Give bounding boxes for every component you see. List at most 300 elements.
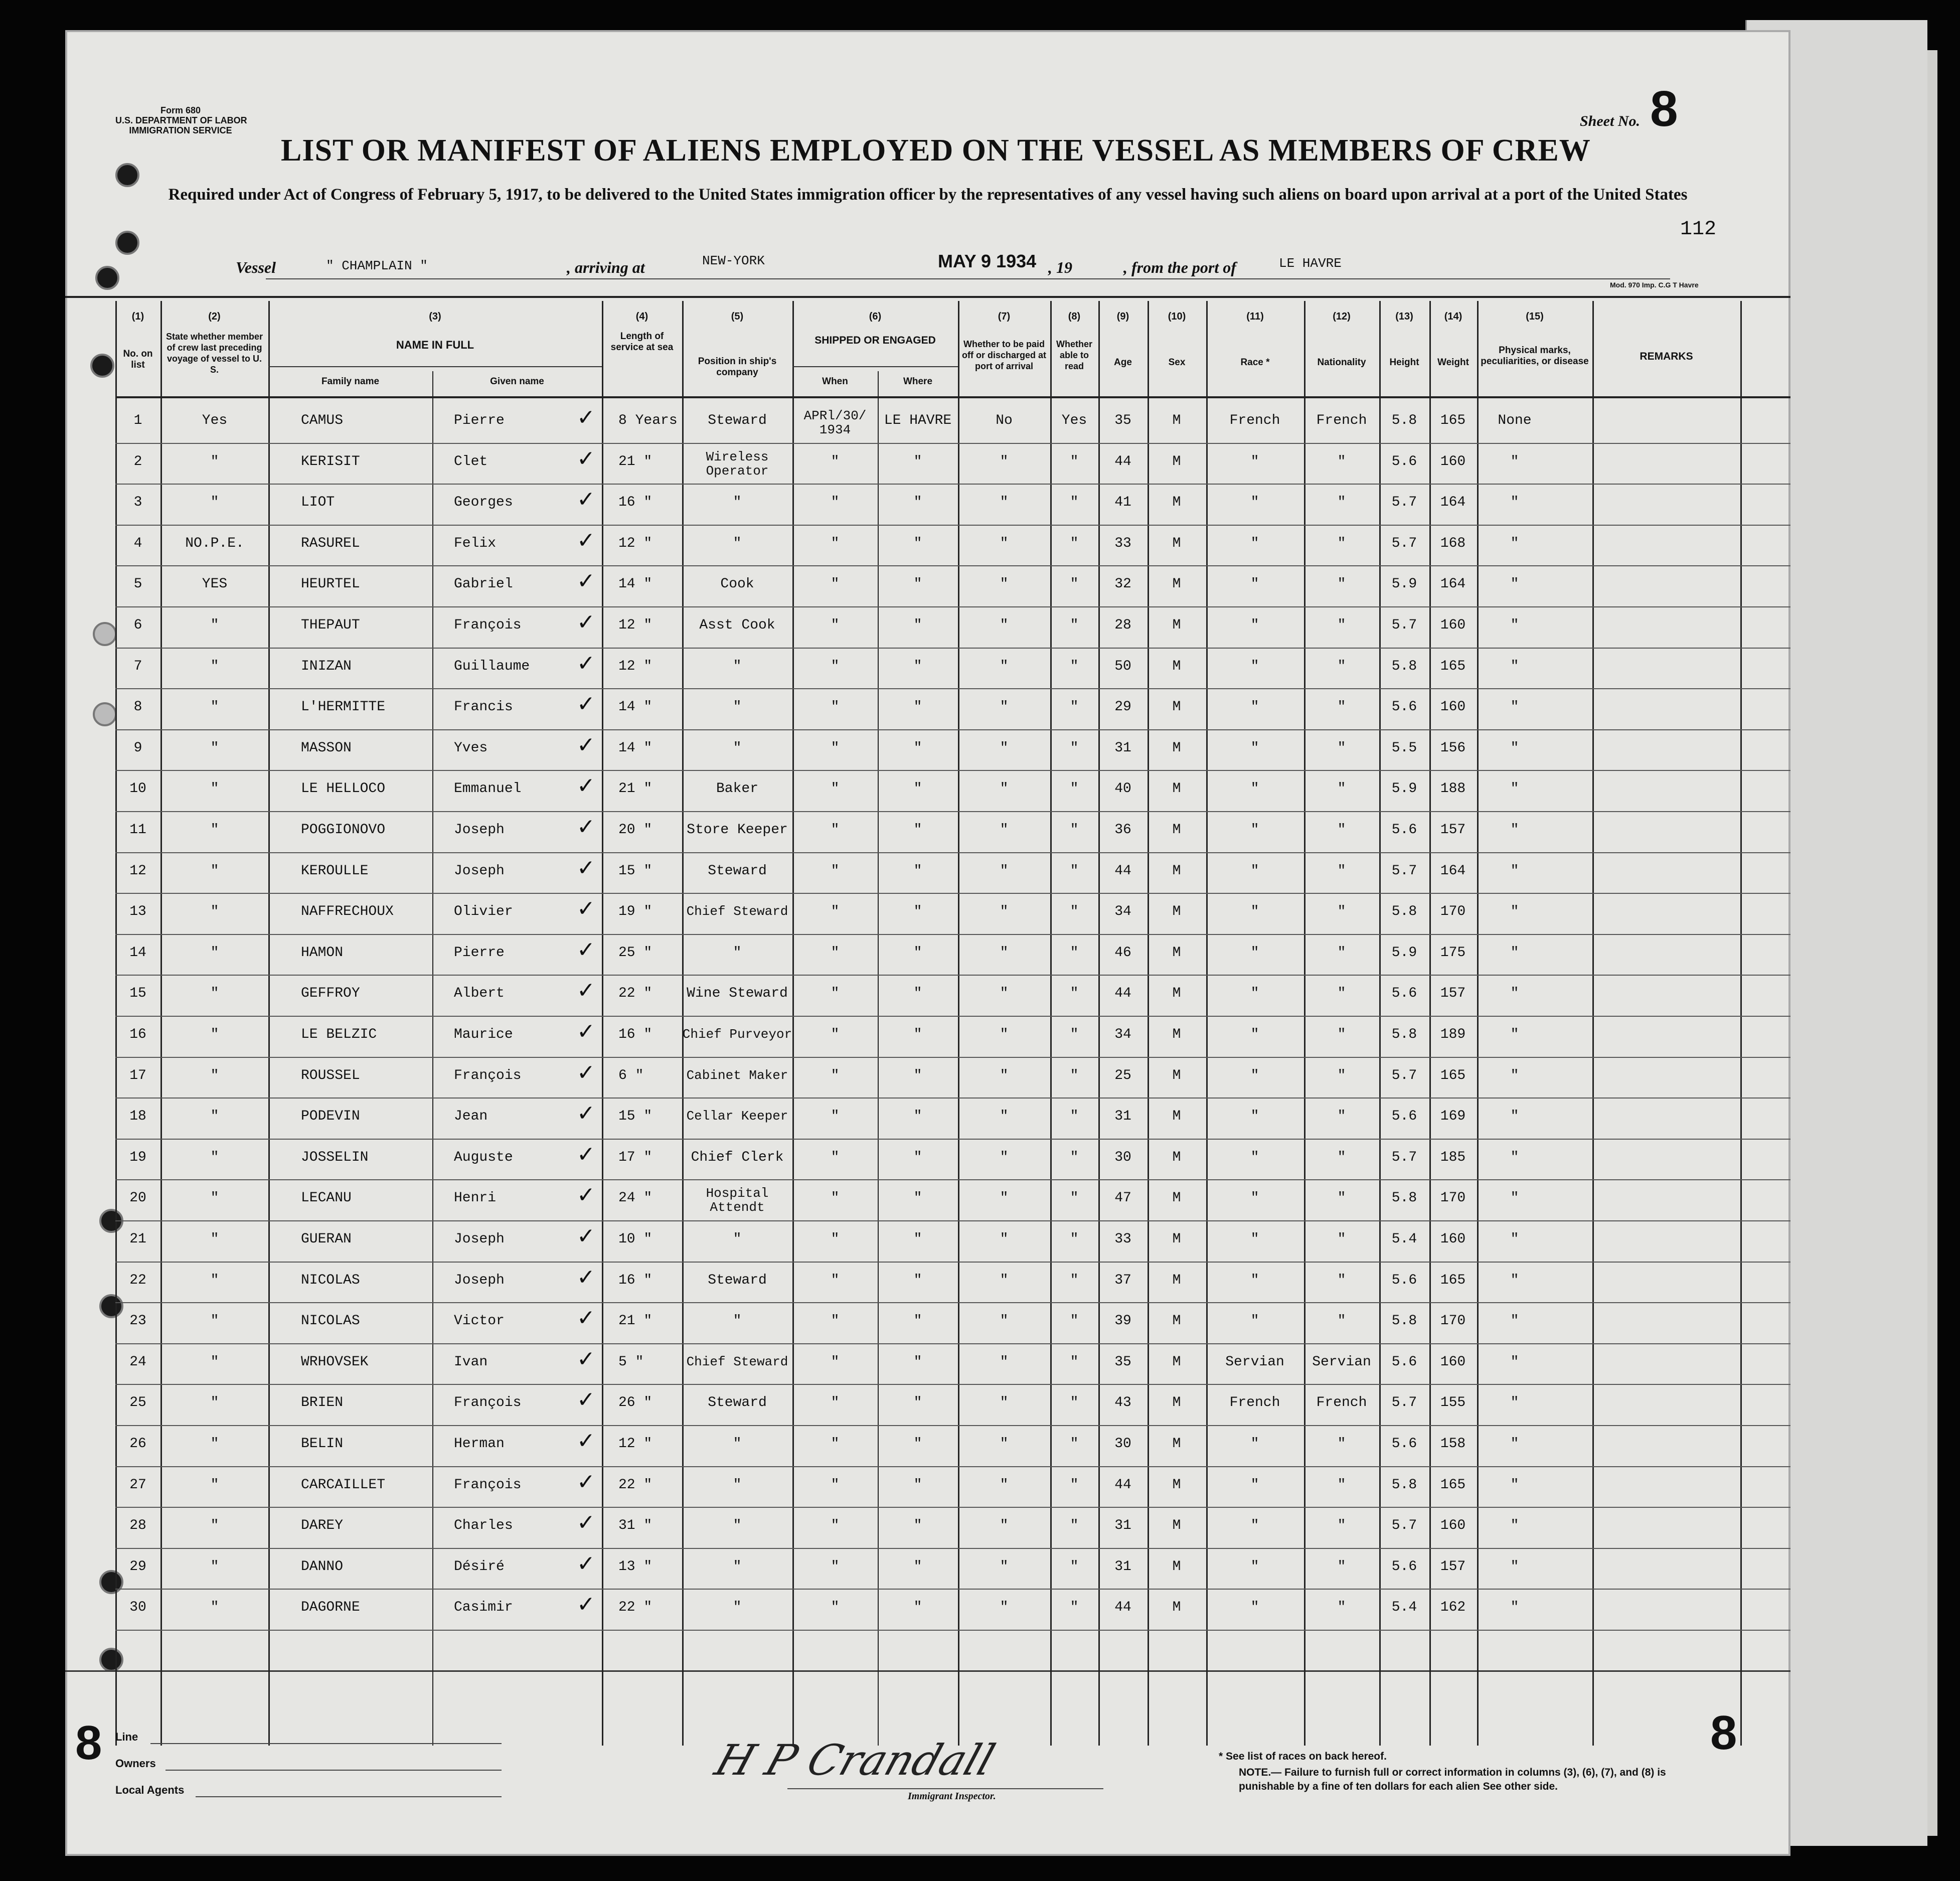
cell-nationality: ": [1337, 1313, 1346, 1329]
cell-marks: ": [1510, 1600, 1519, 1616]
col-num-11: (11): [1246, 311, 1264, 322]
cell-where: ": [913, 904, 922, 920]
cell-age: 44: [1114, 863, 1131, 879]
row-divider: [115, 1589, 1790, 1590]
cell-nationality: ": [1337, 1027, 1346, 1042]
cell-when: ": [831, 576, 840, 592]
col-header-name: NAME IN FULL: [396, 339, 474, 351]
cell-read: ": [1070, 781, 1079, 797]
cell-nationality: ": [1337, 904, 1346, 920]
punch-hole: [93, 702, 117, 726]
cell-no: 2: [133, 453, 142, 469]
col-header-race: Race *: [1240, 357, 1270, 368]
col-line: [432, 371, 433, 1746]
row-divider: [115, 1139, 1790, 1140]
cell-weight: 165: [1440, 1272, 1466, 1288]
check-mark: ✓: [577, 1592, 595, 1618]
cell-nationality: ": [1337, 535, 1346, 551]
cell-race: ": [1250, 945, 1259, 961]
cell-when: ": [831, 1354, 840, 1370]
cell-service: 15 ": [618, 1109, 652, 1125]
col-line: [878, 371, 879, 1746]
cell-read: ": [1070, 617, 1079, 633]
cell-sex: M: [1172, 1190, 1181, 1206]
cell-voyage: ": [210, 1395, 219, 1411]
check-mark: ✓: [577, 1223, 595, 1249]
cell-when: ": [831, 1190, 840, 1206]
punch-hole: [115, 231, 139, 255]
cell-read: ": [1070, 1149, 1079, 1165]
cell-family: CAMUS: [301, 413, 344, 428]
cell-height: 5.7: [1391, 863, 1417, 879]
cell-weight: 160: [1440, 1231, 1466, 1247]
cell-nationality: ": [1337, 495, 1346, 511]
cell-weight: 165: [1440, 658, 1466, 674]
punch-hole: [93, 622, 117, 646]
cell-age: 44: [1114, 1600, 1131, 1616]
cell-voyage: ": [210, 822, 219, 838]
cell-where: ": [913, 1109, 922, 1125]
vessel-underline: [266, 278, 1670, 279]
cell-age: 47: [1114, 1190, 1131, 1206]
cell-height: 5.7: [1391, 1395, 1417, 1411]
cell-given: Herman: [454, 1436, 505, 1452]
cell-family: KERISIT: [301, 453, 360, 469]
row-divider: [115, 648, 1790, 649]
cell-paid: ": [1000, 1231, 1009, 1247]
cell-age: 31: [1114, 1518, 1131, 1534]
col-header-where: Where: [903, 376, 933, 387]
cell-sex: M: [1172, 1313, 1181, 1329]
cell-age: 31: [1114, 1109, 1131, 1125]
cell-marks: ": [1510, 1067, 1519, 1083]
arrival-date: MAY 9 1934: [938, 251, 1037, 271]
cell-marks: ": [1510, 945, 1519, 961]
cell-no: 17: [129, 1067, 146, 1083]
cell-given: Francis: [454, 699, 513, 715]
cell-where: ": [913, 576, 922, 592]
cell-height: 5.5: [1391, 740, 1417, 756]
cell-no: 15: [129, 986, 146, 1002]
cell-nationality: ": [1337, 945, 1346, 961]
cell-race: ": [1250, 822, 1259, 838]
row-divider: [115, 1343, 1790, 1344]
cell-voyage: ": [210, 904, 219, 920]
cell-nationality: ": [1337, 1109, 1346, 1125]
cell-voyage: ": [210, 495, 219, 511]
cell-weight: 188: [1440, 781, 1466, 797]
cell-given: Pierre: [454, 413, 505, 428]
cell-read: ": [1070, 1109, 1079, 1125]
cell-paid: ": [1000, 1600, 1009, 1616]
row-divider: [115, 729, 1790, 730]
cell-sex: M: [1172, 576, 1181, 592]
cell-age: 33: [1114, 1231, 1131, 1247]
row-divider: [115, 1098, 1790, 1099]
stamp-number: 112: [1680, 218, 1717, 241]
cell-weight: 160: [1440, 617, 1466, 633]
cell-when: ": [831, 1067, 840, 1083]
cell-when: ": [831, 453, 840, 469]
cell-position: Chief Purveyor: [682, 1027, 792, 1042]
cell-when: ": [831, 986, 840, 1002]
vessel-label: Vessel: [236, 258, 276, 276]
row-divider: [115, 1466, 1790, 1467]
cell-no: 7: [133, 658, 142, 674]
cell-read: ": [1070, 822, 1079, 838]
row-divider: [115, 934, 1790, 935]
cell-age: 37: [1114, 1272, 1131, 1288]
cell-service: 10 ": [618, 1231, 652, 1247]
cell-position: ": [733, 1600, 742, 1616]
cell-no: 6: [133, 617, 142, 633]
cell-nationality: French: [1316, 413, 1367, 428]
cell-nationality: ": [1337, 1518, 1346, 1534]
cell-sex: M: [1172, 1027, 1181, 1042]
cell-nationality: ": [1337, 1149, 1346, 1165]
cell-service: 12 ": [618, 658, 652, 674]
header-bottom-line: [115, 396, 1790, 398]
col-header-when: When: [822, 376, 848, 387]
cell-no: 23: [129, 1313, 146, 1329]
cell-paid: ": [1000, 1149, 1009, 1165]
cell-when: ": [831, 1027, 840, 1042]
cell-height: 5.6: [1391, 822, 1417, 838]
cell-given: Pierre: [454, 945, 505, 961]
cell-family: NICOLAS: [301, 1272, 360, 1288]
sheet-number-left: 8: [75, 1716, 102, 1770]
cell-family: DANNO: [301, 1558, 344, 1575]
check-mark: ✓: [577, 1387, 595, 1413]
cell-voyage: Yes: [202, 413, 228, 428]
cell-paid: ": [1000, 1436, 1009, 1452]
cell-marks: ": [1510, 1436, 1519, 1452]
cell-service: 12 ": [618, 535, 652, 551]
cell-family: THEPAUT: [301, 617, 360, 633]
check-mark: ✓: [577, 568, 595, 594]
row-divider: [115, 1179, 1790, 1180]
cell-where: ": [913, 658, 922, 674]
cell-family: LECANU: [301, 1190, 352, 1206]
cell-given: Henri: [454, 1190, 497, 1206]
cell-given: Felix: [454, 535, 497, 551]
check-mark: ✓: [577, 773, 595, 799]
cell-given: François: [454, 1395, 522, 1411]
cell-weight: 156: [1440, 740, 1466, 756]
cell-weight: 185: [1440, 1149, 1466, 1165]
check-mark: ✓: [577, 1019, 595, 1044]
col-line: [1050, 301, 1052, 1746]
cell-service: 19 ": [618, 904, 652, 920]
cell-race: ": [1250, 658, 1259, 674]
cell-race: ": [1250, 1027, 1259, 1042]
cell-nationality: ": [1337, 576, 1346, 592]
cell-read: ": [1070, 576, 1079, 592]
punch-hole: [99, 1648, 123, 1672]
cell-service: 20 ": [618, 822, 652, 838]
cell-given: Olivier: [454, 904, 513, 920]
cell-height: 5.6: [1391, 699, 1417, 715]
cell-read: ": [1070, 1190, 1079, 1206]
check-mark: ✓: [577, 691, 595, 717]
cell-height: 5.6: [1391, 986, 1417, 1002]
cell-where: ": [913, 699, 922, 715]
col-line: [1429, 301, 1431, 1746]
cell-voyage: ": [210, 781, 219, 797]
cell-service: 31 ": [618, 1518, 652, 1534]
cell-service: 6 ": [618, 1067, 644, 1083]
cell-service: 12 ": [618, 1436, 652, 1452]
col-line: [1379, 301, 1381, 1746]
cell-race: ": [1250, 1600, 1259, 1616]
cell-age: 46: [1114, 945, 1131, 961]
cell-height: 5.6: [1391, 453, 1417, 469]
punch-hole: [90, 354, 114, 378]
owners-label: Owners: [115, 1757, 156, 1770]
cell-where: ": [913, 535, 922, 551]
page-title: LIST OR MANIFEST OF ALIENS EMPLOYED ON THE VESSEL AS MEMBERS OF CREW: [281, 133, 1591, 168]
cell-given: Albert: [454, 986, 505, 1002]
cell-service: 14 ": [618, 576, 652, 592]
cell-weight: 170: [1440, 1313, 1466, 1329]
cell-sex: M: [1172, 904, 1181, 920]
cell-where: ": [913, 617, 922, 633]
col-line: [1206, 301, 1208, 1746]
cell-when: ": [831, 699, 840, 715]
cell-where: ": [913, 1190, 922, 1206]
cell-where: ": [913, 1558, 922, 1575]
cell-weight: 164: [1440, 576, 1466, 592]
cell-weight: 165: [1440, 1477, 1466, 1493]
cell-height: 5.8: [1391, 413, 1417, 428]
cell-when: ": [831, 863, 840, 879]
cell-where: ": [913, 1231, 922, 1247]
arriving-label: , arriving at: [567, 258, 645, 276]
cell-family: JOSSELIN: [301, 1149, 369, 1165]
cell-voyage: ": [210, 1518, 219, 1534]
cell-no: 13: [129, 904, 146, 920]
subtitle: Required under Act of Congress of February 5, 1917, to be delivered to the United States immigration officer by the representatives of any vessel having such aliens on board upon arrival at a port of the United States: [168, 186, 1688, 204]
table-top-border: [65, 296, 1790, 298]
cell-read: ": [1070, 1395, 1079, 1411]
cell-marks: ": [1510, 617, 1519, 633]
cell-when: APRl/30/ 1934: [803, 408, 867, 437]
cell-race: ": [1250, 1190, 1259, 1206]
cell-nationality: Servian: [1312, 1354, 1371, 1370]
col-header-paid-off: Whether to be paid off or discharged at port of arrival: [961, 339, 1047, 371]
cell-voyage: NO.P.E.: [185, 535, 244, 551]
cell-age: 44: [1114, 986, 1131, 1002]
cell-service: 16 ": [618, 1272, 652, 1288]
row-divider: [115, 852, 1790, 853]
cell-service: 16 ": [618, 495, 652, 511]
cell-where: ": [913, 1518, 922, 1534]
col-num-4: (4): [635, 311, 648, 322]
col-header-no: No. on list: [123, 349, 153, 370]
cell-sex: M: [1172, 1477, 1181, 1493]
cell-read: ": [1070, 986, 1079, 1002]
cell-service: 13 ": [618, 1558, 652, 1575]
cell-no: 3: [133, 495, 142, 511]
cell-race: ": [1250, 495, 1259, 511]
cell-race: ": [1250, 1231, 1259, 1247]
cell-position: ": [733, 1477, 742, 1493]
cell-position: Store Keeper: [687, 822, 788, 838]
cell-read: ": [1070, 453, 1079, 469]
cell-age: 35: [1114, 1354, 1131, 1370]
cell-nationality: ": [1337, 617, 1346, 633]
cell-given: Yves: [454, 740, 488, 756]
cell-voyage: ": [210, 1558, 219, 1575]
cell-age: 41: [1114, 495, 1131, 511]
cell-race: ": [1250, 617, 1259, 633]
col-line: [268, 301, 270, 1746]
department: U.S. DEPARTMENT OF LABOR: [115, 115, 247, 125]
cell-family: WRHOVSEK: [301, 1354, 369, 1370]
cell-family: PODEVIN: [301, 1109, 360, 1125]
check-mark: ✓: [577, 936, 595, 963]
cell-family: LIOT: [301, 495, 335, 511]
cell-age: 32: [1114, 576, 1131, 592]
cell-weight: 168: [1440, 535, 1466, 551]
col-line: [1477, 301, 1479, 1746]
cell-service: 21 ": [618, 781, 652, 797]
cell-weight: 157: [1440, 822, 1466, 838]
cell-given: Auguste: [454, 1149, 513, 1165]
cell-no: 25: [129, 1395, 146, 1411]
sheet-number: 8: [1650, 81, 1678, 137]
cell-no: 14: [129, 945, 146, 961]
cell-race: ": [1250, 781, 1259, 797]
cell-marks: ": [1510, 495, 1519, 511]
cell-voyage: ": [210, 1231, 219, 1247]
cell-nationality: ": [1337, 1436, 1346, 1452]
cell-voyage: ": [210, 1600, 219, 1616]
cell-marks: ": [1510, 658, 1519, 674]
cell-family: NICOLAS: [301, 1313, 360, 1329]
cell-family: KEROULLE: [301, 863, 369, 879]
cell-voyage: ": [210, 658, 219, 674]
cell-height: 5.6: [1391, 1109, 1417, 1125]
cell-marks: ": [1510, 740, 1519, 756]
cell-position: Cook: [720, 576, 754, 592]
cell-position: Steward: [708, 1395, 767, 1411]
cell-paid: ": [1000, 1272, 1009, 1288]
cell-voyage: ": [210, 863, 219, 879]
cell-sex: M: [1172, 1067, 1181, 1083]
col-line: [1740, 301, 1742, 1746]
cell-race: ": [1250, 535, 1259, 551]
check-mark: ✓: [577, 527, 595, 553]
cell-service: 24 ": [618, 1190, 652, 1206]
cell-sex: M: [1172, 413, 1181, 428]
cell-voyage: ": [210, 699, 219, 715]
cell-position: ": [733, 1313, 742, 1329]
col-line: [792, 301, 794, 1746]
cell-when: ": [831, 1313, 840, 1329]
cell-when: ": [831, 658, 840, 674]
cell-read: ": [1070, 658, 1079, 674]
cell-where: ": [913, 1067, 922, 1083]
service: IMMIGRATION SERVICE: [129, 125, 232, 135]
cell-when: ": [831, 1149, 840, 1165]
cell-race: French: [1229, 413, 1280, 428]
cell-position: Baker: [716, 781, 759, 797]
cell-race: ": [1250, 1067, 1259, 1083]
cell-height: 5.7: [1391, 535, 1417, 551]
cell-nationality: ": [1337, 1477, 1346, 1493]
cell-sex: M: [1172, 1558, 1181, 1575]
cell-given: Georges: [454, 495, 513, 511]
year-label: , 19: [1048, 258, 1072, 276]
cell-position: Wine Steward: [687, 986, 788, 1002]
row-divider: [115, 1507, 1790, 1508]
cell-marks: ": [1510, 699, 1519, 715]
cell-weight: 169: [1440, 1109, 1466, 1125]
cell-height: 5.7: [1391, 617, 1417, 633]
cell-read: ": [1070, 495, 1079, 511]
col-header-family: Family name: [321, 376, 380, 387]
cell-nationality: ": [1337, 1600, 1346, 1616]
col-line: [1304, 301, 1305, 1746]
cell-nationality: ": [1337, 822, 1346, 838]
cell-no: 21: [129, 1231, 146, 1247]
cell-paid: ": [1000, 1067, 1009, 1083]
cell-age: 31: [1114, 1558, 1131, 1575]
cell-height: 5.7: [1391, 495, 1417, 511]
cell-given: Victor: [454, 1313, 505, 1329]
cell-marks: ": [1510, 1272, 1519, 1288]
cell-family: RASUREL: [301, 535, 360, 551]
cell-service: 22 ": [618, 1477, 652, 1493]
check-mark: ✓: [577, 609, 595, 635]
cell-race: ": [1250, 1109, 1259, 1125]
cell-given: Clet: [454, 453, 488, 469]
cell-paid: ": [1000, 1190, 1009, 1206]
line-label: Line: [115, 1731, 138, 1743]
cell-where: ": [913, 495, 922, 511]
cell-given: Casimir: [454, 1600, 513, 1616]
check-mark: ✓: [577, 1059, 595, 1085]
check-mark: ✓: [577, 1264, 595, 1290]
manifest-sheet: [65, 30, 1790, 1856]
row-divider: [115, 1630, 1790, 1631]
cell-where: LE HAVRE: [884, 413, 952, 428]
cell-voyage: ": [210, 1436, 219, 1452]
races-note: * See list of races on back hereof.: [1219, 1751, 1387, 1762]
cell-paid: ": [1000, 699, 1009, 715]
cell-race: ": [1250, 904, 1259, 920]
cell-family: NAFFRECHOUX: [301, 904, 394, 920]
col-num-12: (12): [1333, 311, 1351, 322]
cell-height: 5.7: [1391, 1067, 1417, 1083]
cell-weight: 160: [1440, 453, 1466, 469]
cell-given: Joseph: [454, 1272, 505, 1288]
cell-height: 5.7: [1391, 1518, 1417, 1534]
cell-position: Chief Clerk: [691, 1149, 784, 1165]
cell-height: 5.4: [1391, 1600, 1417, 1616]
cell-service: 26 ": [618, 1395, 652, 1411]
cell-when: ": [831, 1231, 840, 1247]
cell-height: 5.4: [1391, 1231, 1417, 1247]
cell-no: 8: [133, 699, 142, 715]
cell-marks: None: [1498, 413, 1532, 428]
cell-height: 5.8: [1391, 904, 1417, 920]
row-divider: [115, 525, 1790, 526]
cell-weight: 170: [1440, 1190, 1466, 1206]
cell-marks: ": [1510, 576, 1519, 592]
col-num-8: (8): [1068, 311, 1081, 322]
